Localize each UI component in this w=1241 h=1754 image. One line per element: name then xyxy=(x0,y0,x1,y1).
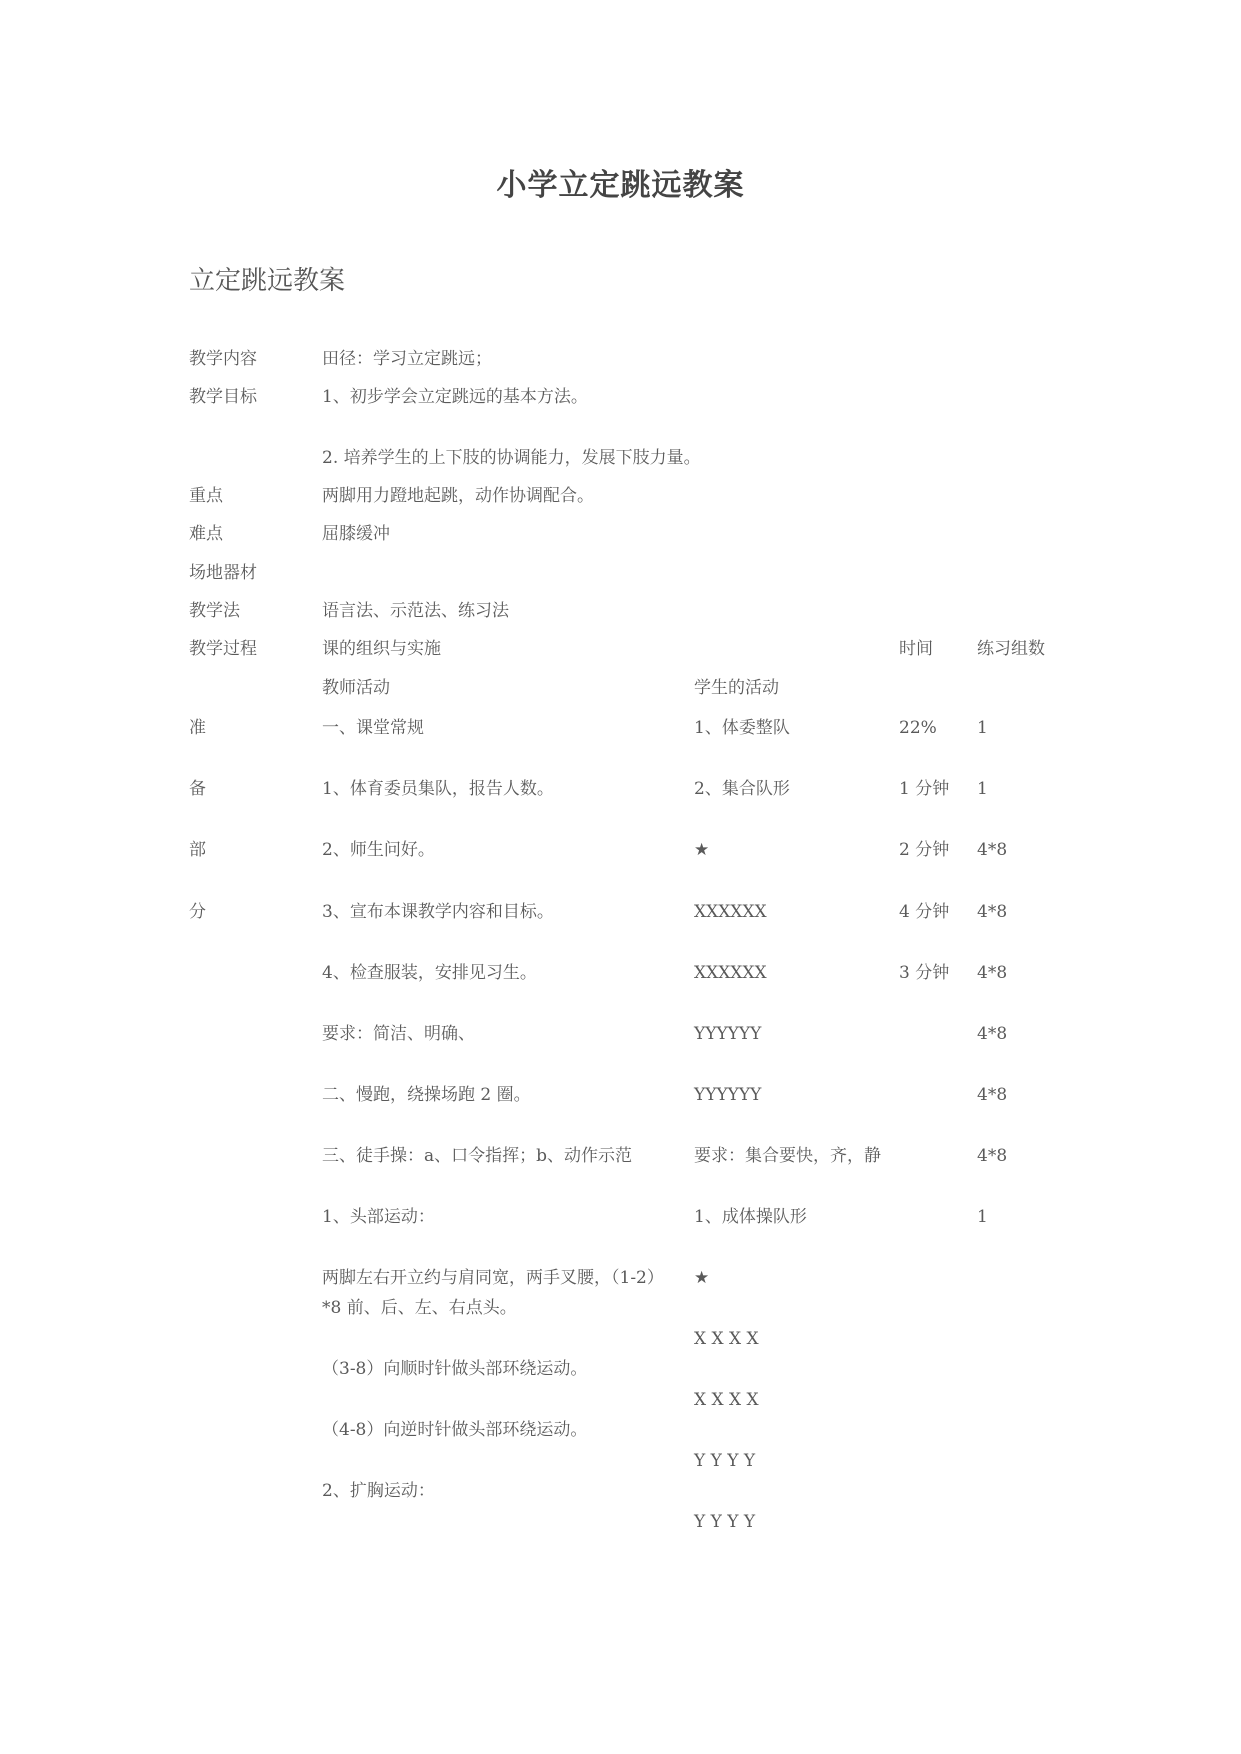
document-subtitle: 立定跳远教案 xyxy=(189,266,346,296)
key-value: 两脚用力蹬地起跳，动作协调配合。 xyxy=(322,486,594,506)
sets-cell: 1 xyxy=(977,1207,988,1227)
section-char: 分 xyxy=(189,902,206,922)
method-label: 教学法 xyxy=(189,601,240,621)
key-label: 重点 xyxy=(189,486,223,506)
teacher-activity: 要求：简洁、明确、 xyxy=(322,1024,475,1044)
time-cell: 3 分钟 xyxy=(899,963,950,983)
goal-item-2: 2. 培养学生的上下肢的协调能力，发展下肢力量。 xyxy=(322,448,701,468)
sets-cell: 4*8 xyxy=(977,1146,1008,1166)
star-icon: ★ xyxy=(694,1268,710,1288)
difficulty-label: 难点 xyxy=(189,524,223,544)
student-activity: 要求：集合要快，齐，静 xyxy=(694,1146,881,1166)
teacher-activity: 2、师生问好。 xyxy=(322,840,435,860)
teacher-activity: 二、慢跑，绕操场跑 2 圈。 xyxy=(322,1085,531,1105)
sets-header: 练习组数 xyxy=(977,639,1045,659)
time-cell: 1 分钟 xyxy=(899,779,950,799)
student-activity: YYYYYY xyxy=(694,1024,762,1044)
teacher-activity: 1、体育委员集队，报告人数。 xyxy=(322,779,554,799)
time-cell: 22% xyxy=(899,718,937,738)
formation-row: Y Y Y Y xyxy=(694,1512,756,1532)
teacher-activity: *8 前、后、左、右点头。 xyxy=(322,1298,517,1318)
section-char: 准 xyxy=(189,718,206,738)
student-activity: YYYYYY xyxy=(694,1085,762,1105)
student-activity: 1、成体操队形 xyxy=(694,1207,807,1227)
document-title: 小学立定跳远教案 xyxy=(496,168,745,203)
process-label: 教学过程 xyxy=(189,639,257,659)
teacher-activity: （4-8）向逆时针做头部环绕运动。 xyxy=(322,1420,588,1440)
goal-item-1: 1、初步学会立定跳远的基本方法。 xyxy=(322,387,588,407)
difficulty-value: 屈膝缓冲 xyxy=(322,524,390,544)
venue-label: 场地器材 xyxy=(189,563,257,583)
teacher-header: 教师活动 xyxy=(322,678,390,698)
teacher-activity: 一、课堂常规 xyxy=(322,718,424,738)
student-activity: XXXXXX xyxy=(694,963,767,983)
formation-row: X X X X xyxy=(694,1390,759,1410)
content-value: 田径：学习立定跳远； xyxy=(322,349,492,369)
sets-cell: 4*8 xyxy=(977,1024,1008,1044)
student-header: 学生的活动 xyxy=(694,678,779,698)
section-char: 备 xyxy=(189,779,206,799)
formation-row: Y Y Y Y xyxy=(694,1451,756,1471)
teacher-activity: 4、检查服装，安排见习生。 xyxy=(322,963,537,983)
sets-cell: 1 xyxy=(977,779,988,799)
sets-cell: 1 xyxy=(977,718,988,738)
method-value: 语言法、示范法、练习法 xyxy=(322,601,509,621)
student-activity: 1、体委整队 xyxy=(694,718,790,738)
goal-label: 教学目标 xyxy=(189,387,257,407)
teacher-activity: 2、扩胸运动： xyxy=(322,1481,435,1501)
time-cell: 4 分钟 xyxy=(899,902,950,922)
student-activity: 2、集合队形 xyxy=(694,779,790,799)
section-char: 部 xyxy=(189,840,206,860)
sets-cell: 4*8 xyxy=(977,902,1008,922)
sets-cell: 4*8 xyxy=(977,840,1008,860)
teacher-activity: （3-8）向顺时针做头部环绕运动。 xyxy=(322,1359,588,1379)
time-header: 时间 xyxy=(899,639,933,659)
teacher-activity: 两脚左右开立约与肩同宽，两手叉腰，（1-2） xyxy=(322,1268,664,1288)
teacher-activity: 3、宣布本课教学内容和目标。 xyxy=(322,902,554,922)
sets-cell: 4*8 xyxy=(977,963,1008,983)
sets-cell: 4*8 xyxy=(977,1085,1008,1105)
formation-row: X X X X xyxy=(694,1329,759,1349)
teacher-activity: 1、头部运动： xyxy=(322,1207,435,1227)
student-activity: XXXXXX xyxy=(694,902,767,922)
teacher-activity: 三、徒手操：a、口令指挥；b、动作示范 xyxy=(322,1146,633,1166)
star-icon: ★ xyxy=(694,840,710,860)
time-cell: 2 分钟 xyxy=(899,840,950,860)
org-header: 课的组织与实施 xyxy=(322,639,441,659)
content-label: 教学内容 xyxy=(189,349,257,369)
